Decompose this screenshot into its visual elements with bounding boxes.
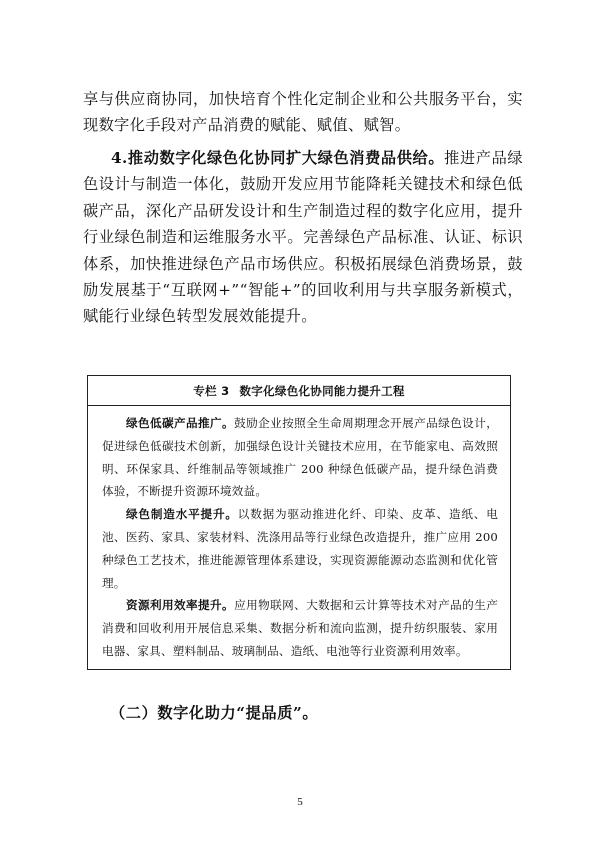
column-box-item [102, 594, 498, 662]
column-box-title: 数字化绿色化协同能力提升工程 [239, 383, 405, 398]
page-number: 5 [297, 796, 303, 808]
column-box-item-text: 以数据为驱动推进化纤、印染、皮革、造纸、电池、医药、家具、家装材料、洗涤用品等行业绿色改造提升，推广应用 200 种绿色工艺技术，推进能源管理体系建设，实现资源能源动态监测和优化管理。 [102, 507, 498, 590]
column-box-item [102, 412, 498, 503]
column-box-body [88, 406, 510, 663]
paragraph-item-4-heading: 4.推动数字化绿色化协同扩大绿色消费品供给。 [111, 149, 445, 167]
column-box-number: 专栏 3 [193, 383, 230, 398]
column-box-item-heading: 绿色低碳产品推广。 [126, 416, 235, 430]
section-heading: （二）数字化助力“提品质”。 [110, 704, 319, 722]
column-box [87, 375, 511, 670]
column-box-header [88, 376, 510, 406]
column-box-item-text: 应用物联网、大数据和云计算等技术对产品的生产消费和回收利用开展信息采集、数据分析和流向监测，提升纺织服装、家用电器、家具、塑料制品、玻璃制品、造纸、电池等行业资源利用效率。 [102, 598, 498, 658]
column-box-item [102, 503, 498, 594]
paragraph-continuation: 享与供应商协同，加快培育个性化定制企业和公共服务平台，实现数字化手段对产品消费的赋能、赋值、赋智。 [83, 90, 523, 135]
column-box-item-heading: 资源利用效率提升。 [126, 598, 235, 613]
paragraph-item-4-body: 推进产品绿色设计与制造一体化，鼓励开发应用节能降耗关键技术和绿色低碳产品，深化产品研发设计和生产制造过程的数字化应用，提升行业绿色制造和运维服务水平。完善绿色产品标准、认证、标识体系，加快推进绿色产品市场供应。积极拓展绿色消费场景，鼓励发展基于“互联网+”“智能+”的回收利用与共享服务新模式，赋能行业绿色转型发展效能提升。 [83, 149, 523, 326]
paragraph-item-4 [83, 145, 523, 330]
column-box-item-text: 鼓励企业按照全生命周期理念开展产品绿色设计，促进绿色低碳技术创新，加强绿色设计关键技术应用，在节能家电、高效照明、环保家具、纤维制品等领域推广 200 种绿色低碳产品，提升绿色消费体验，不断提升资源环境效益。 [102, 416, 498, 499]
column-box-item-heading: 绿色制造水平提升。 [126, 507, 238, 522]
